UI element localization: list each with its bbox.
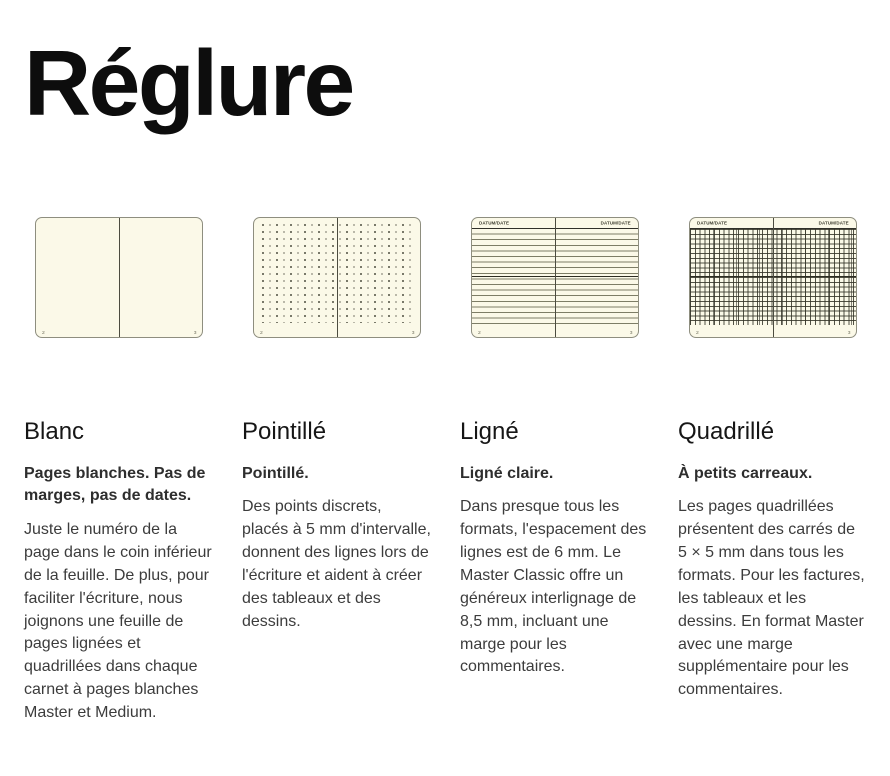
page-number-left: 2: [478, 328, 481, 335]
page-title: Réglure: [24, 31, 353, 135]
ruling-column-blanc: [24, 217, 214, 725]
ruling-name: Blanc: [24, 417, 85, 445]
ruling-description: Les pages quadrillées présentent des carrés de 5 × 5 mm dans tous les formats. Pour les factures, les tableaux et les dessins. En format Master avec une marge supplémentaire pour les commentaires.: [678, 498, 865, 699]
page-number-left: 2: [260, 328, 263, 335]
datum-date-label-right: DATUM/DATE: [818, 220, 849, 226]
notebook-spine: [337, 218, 338, 337]
ruling-name: Pointillé: [242, 417, 327, 445]
ruling-subtitle: À petits carreaux.: [678, 464, 813, 482]
ruling-column-quadrille: [678, 217, 868, 725]
ruling-subtitle: Ligné claire.: [460, 464, 554, 482]
ruling-description: Juste le numéro de la page dans le coin inférieur de la feuille. De plus, pour faciliter l'écriture, nous joignons une feuille de pages lignées et quadrillées dans chaque carnet à pages blanches Master et Medium.: [24, 521, 212, 722]
ruling-description: Des points discrets, placés à 5 mm d'intervalle, donnent des lignes lors de l'écriture et aident à créer des tableaux et des dessins.: [242, 498, 431, 630]
notebook-spine: [119, 218, 120, 337]
ruling-description: Dans presque tous les formats, l'espacement des lignes est de 6 mm. Le Master Classic offre un généreux interlignage de 8,5 mm, incluant une marge pour les commentaires.: [460, 498, 647, 676]
ruling-column-pointille: [242, 217, 432, 725]
ruling-name: Quadrillé: [678, 417, 775, 445]
datum-date-label-right: DATUM/DATE: [600, 220, 631, 226]
datum-date-label-left: DATUM/DATE: [479, 220, 510, 226]
notebook-preview-dotted: [253, 217, 421, 338]
page-number-left: 2: [42, 328, 45, 335]
notebook-spine: [555, 218, 556, 337]
ruling-subtitle: Pointillé.: [242, 464, 309, 482]
page-number-right: 3: [629, 328, 632, 335]
datum-date-label-left: DATUM/DATE: [697, 220, 728, 226]
ruling-subtitle: Pages blanches. Pas de marges, pas de dates.: [24, 464, 206, 505]
notebook-preview-lined: [471, 217, 639, 338]
page-number-left: 2: [696, 328, 699, 335]
page-number-right: 3: [411, 328, 414, 335]
page-number-right: 3: [847, 328, 850, 335]
notebook-spine: [773, 218, 774, 337]
page-number-right: 3: [193, 328, 196, 335]
ruling-name: Ligné: [460, 417, 519, 445]
ruling-columns: [24, 217, 868, 725]
ruling-column-ligne: [460, 217, 650, 725]
notebook-preview-grid: [689, 217, 857, 338]
notebook-preview-blank: [35, 217, 203, 338]
